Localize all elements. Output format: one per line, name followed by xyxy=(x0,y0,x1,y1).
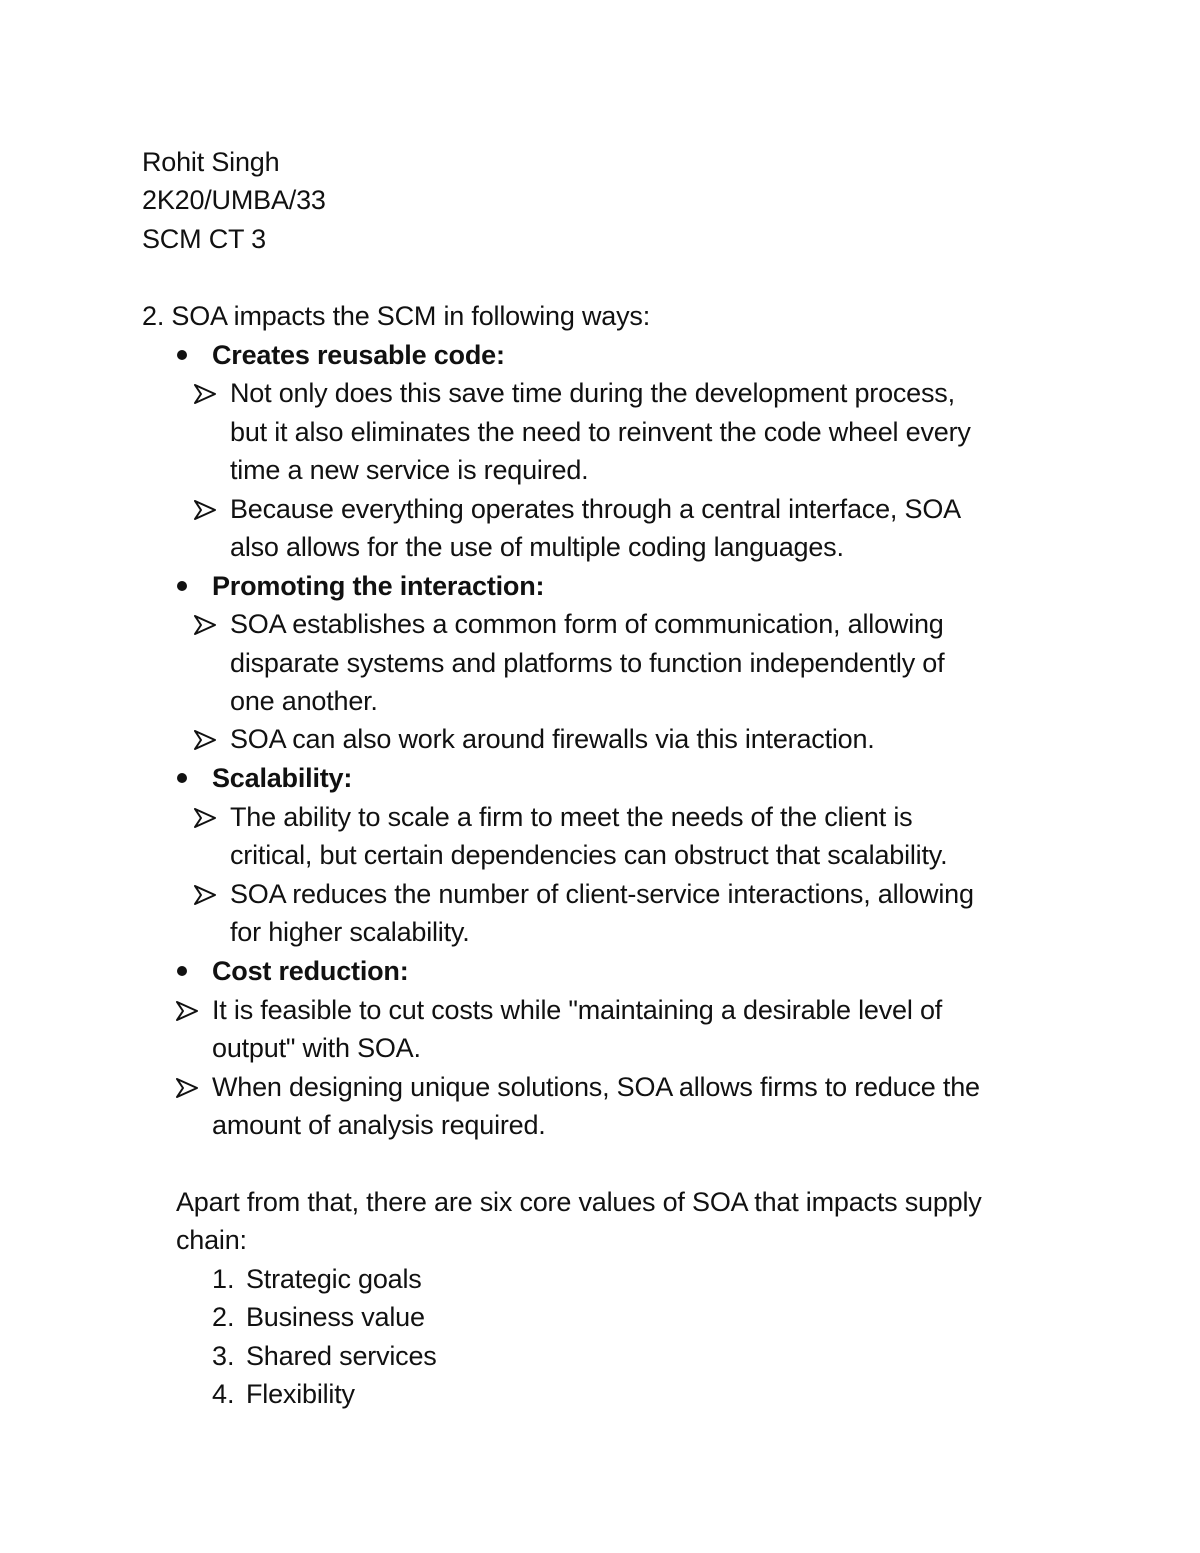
arrow-bullet-icon xyxy=(176,1001,198,1021)
section-heading-interaction: Promoting the interaction: xyxy=(212,571,545,601)
point-line: output" with SOA. xyxy=(212,1033,421,1063)
core-value-item: Shared services xyxy=(246,1341,437,1371)
point-line: for higher scalability. xyxy=(230,917,470,947)
core-value-item: Strategic goals xyxy=(246,1264,422,1294)
author-name: Rohit Singh xyxy=(142,147,280,177)
point-line: SOA reduces the number of client-service interactions, allowing xyxy=(230,879,974,909)
arrow-bullet-icon xyxy=(194,730,216,750)
bullet-dot-icon xyxy=(177,773,187,783)
core-value-item: Flexibility xyxy=(246,1379,355,1409)
point-line: SOA establishes a common form of communication, allowing xyxy=(230,609,944,639)
point-line: The ability to scale a firm to meet the needs of the client is xyxy=(230,802,913,832)
bullet-dot-icon xyxy=(177,966,187,976)
closing-paragraph-line: chain: xyxy=(176,1225,247,1255)
arrow-bullet-icon xyxy=(194,615,216,635)
bullet-dot-icon xyxy=(177,581,187,591)
point-line: one another. xyxy=(230,686,378,716)
arrow-bullet-icon xyxy=(194,885,216,905)
core-value-number: 2. xyxy=(212,1302,235,1332)
point-line: but it also eliminates the need to reinvent the code wheel every xyxy=(230,417,971,447)
point-line: It is feasible to cut costs while "maintaining a desirable level of xyxy=(212,995,943,1025)
point-line: amount of analysis required. xyxy=(212,1110,546,1140)
arrow-bullet-icon xyxy=(194,500,216,520)
section-heading-reusable-code: Creates reusable code: xyxy=(212,340,505,370)
point-line: time a new service is required. xyxy=(230,455,589,485)
arrow-bullet-icon xyxy=(194,808,216,828)
question-heading: 2. SOA impacts the SCM in following ways: xyxy=(142,301,651,331)
section-heading-scalability: Scalability: xyxy=(212,763,353,793)
core-value-number: 4. xyxy=(212,1379,235,1409)
point-line: Because everything operates through a central interface, SOA xyxy=(230,494,961,524)
core-value-number: 1. xyxy=(212,1264,235,1294)
bullet-dot-icon xyxy=(177,350,187,360)
point-line: disparate systems and platforms to function independently of xyxy=(230,648,945,678)
closing-paragraph-line: Apart from that, there are six core values of SOA that impacts supply xyxy=(176,1187,982,1217)
core-value-item: Business value xyxy=(246,1302,425,1332)
point-line: also allows for the use of multiple coding languages. xyxy=(230,532,844,562)
arrow-bullet-icon xyxy=(194,384,216,404)
point-line: When designing unique solutions, SOA allows firms to reduce the xyxy=(212,1072,980,1102)
roll-number: 2K20/UMBA/33 xyxy=(142,185,326,215)
point-line: Not only does this save time during the development process, xyxy=(230,378,955,408)
course-title: SCM CT 3 xyxy=(142,224,266,254)
arrow-bullet-icon xyxy=(176,1078,198,1098)
core-value-number: 3. xyxy=(212,1341,235,1371)
point-line: SOA can also work around firewalls via this interaction. xyxy=(230,724,875,754)
point-line: critical, but certain dependencies can obstruct that scalability. xyxy=(230,840,948,870)
section-heading-cost-reduction: Cost reduction: xyxy=(212,956,409,986)
